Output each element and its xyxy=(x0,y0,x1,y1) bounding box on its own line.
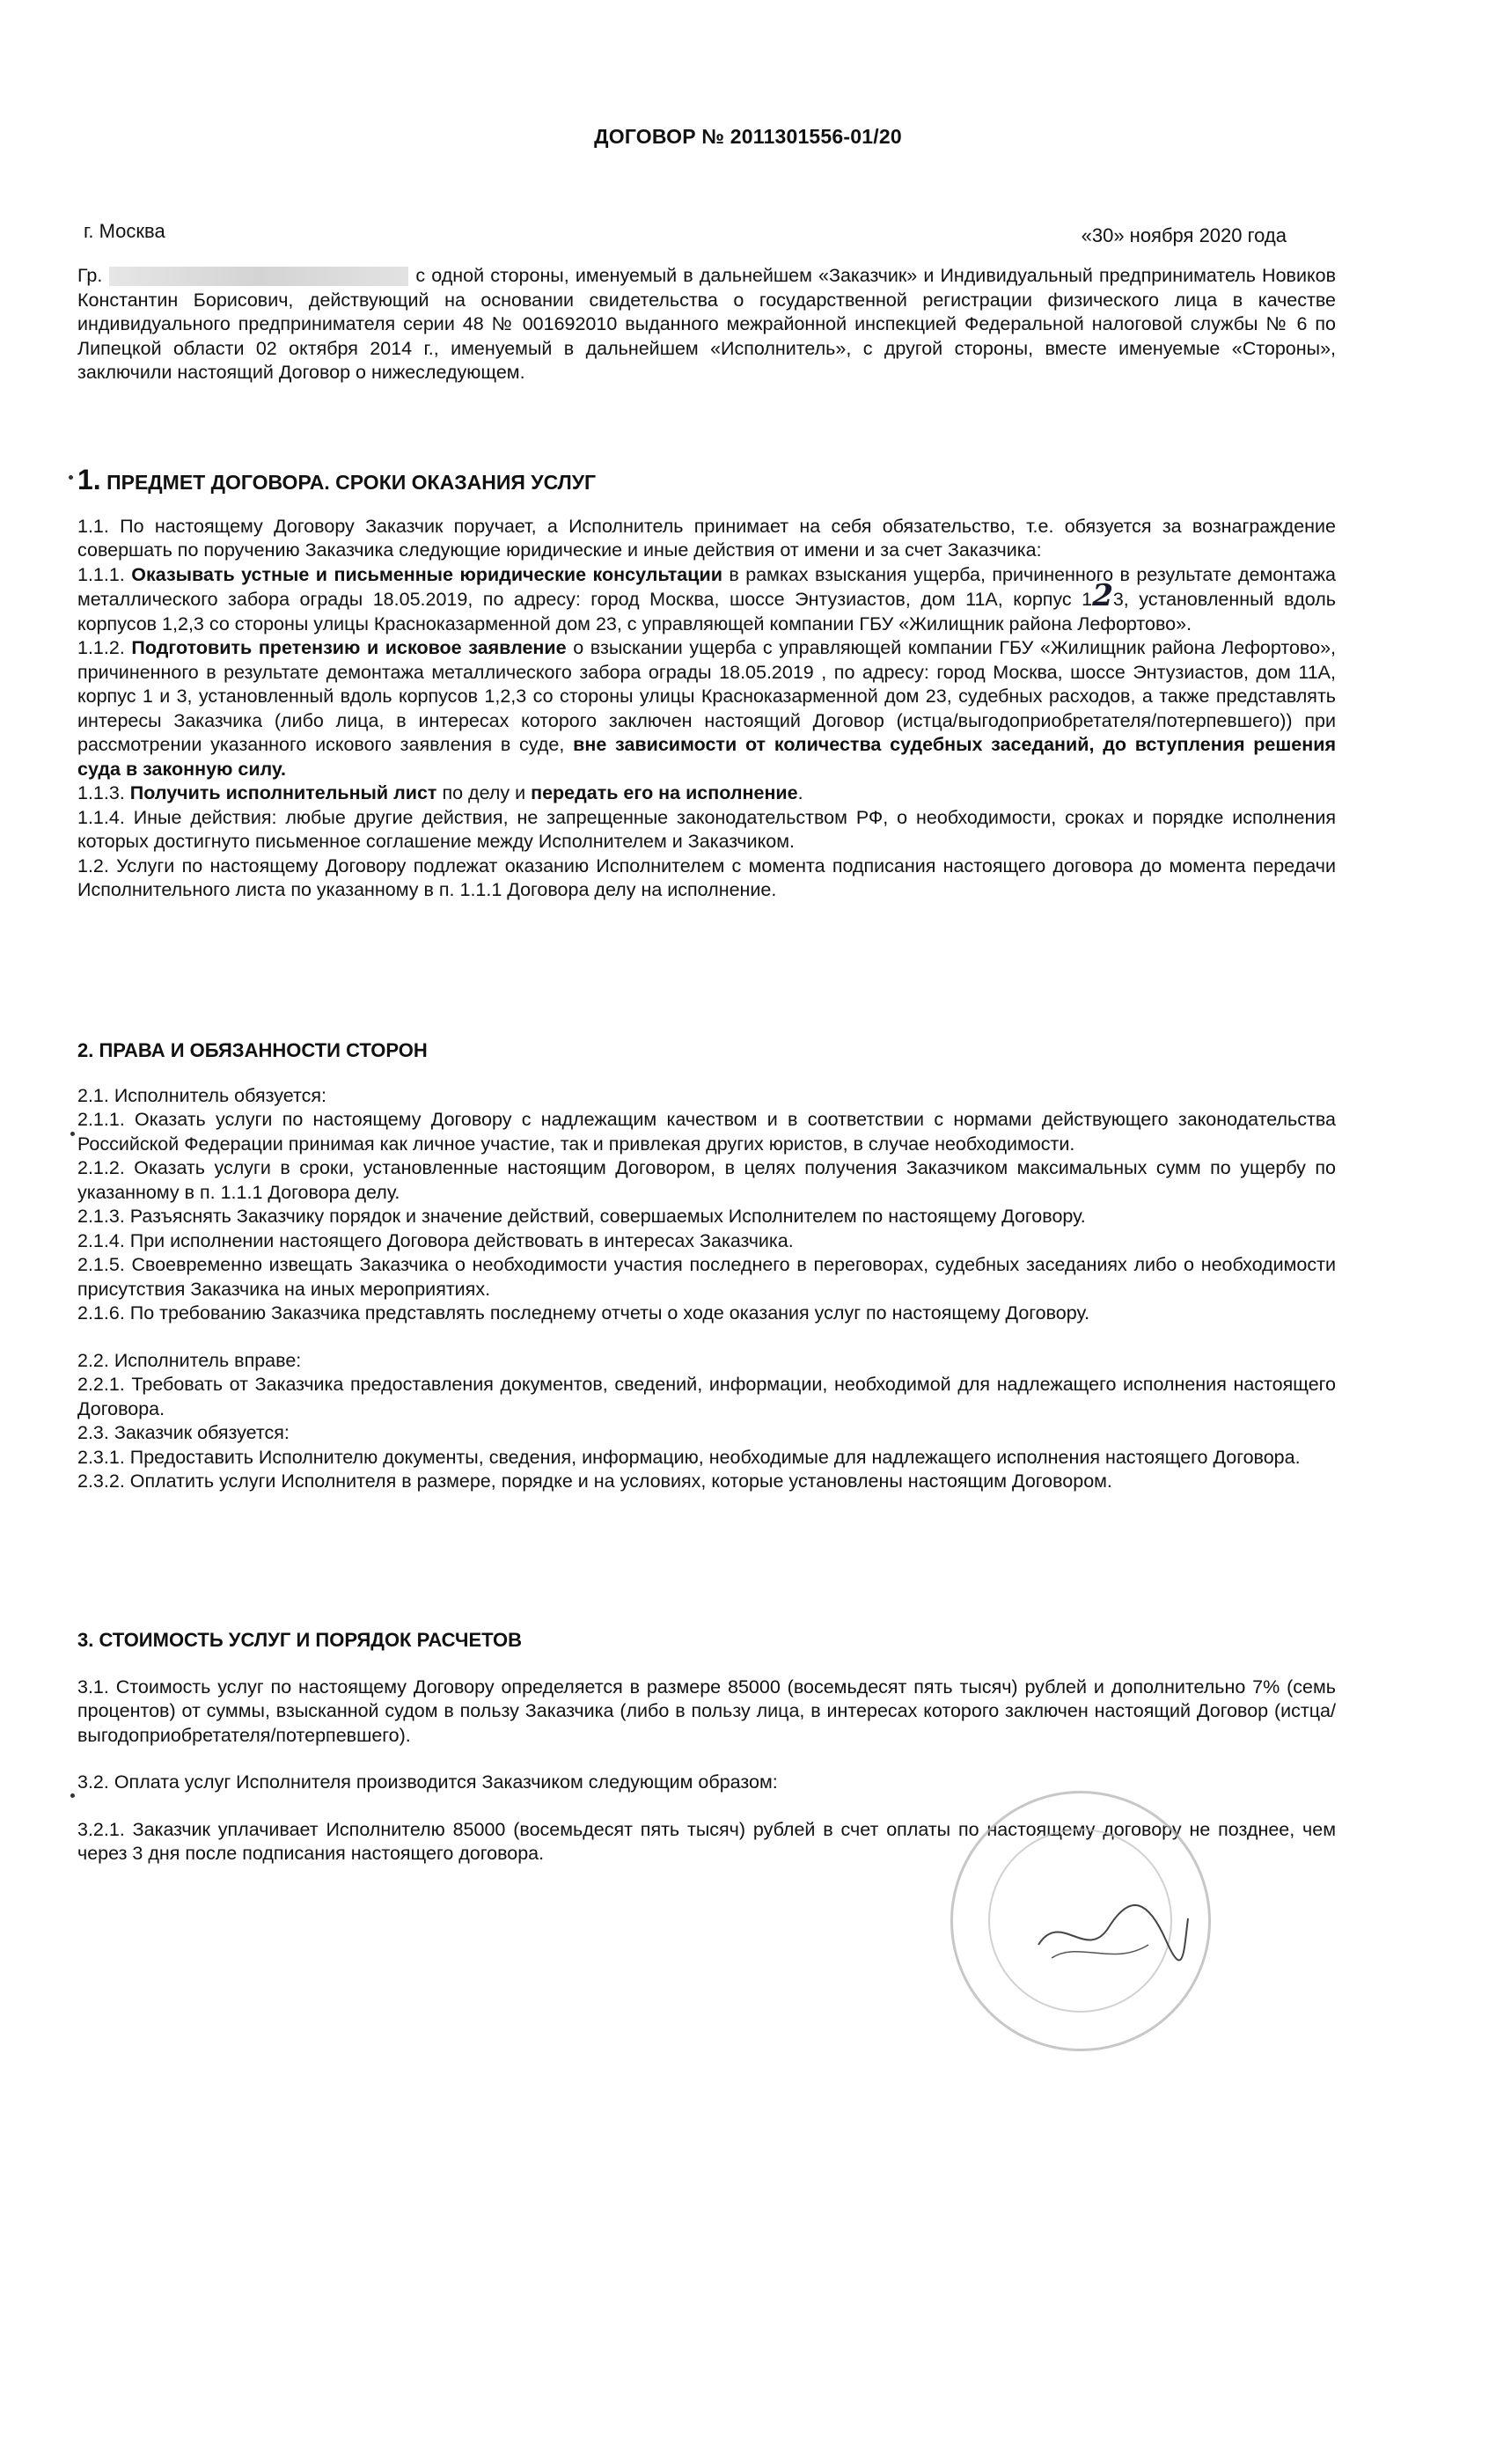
clause-2-1-3: 2.1.3. Разъяснять Заказчику порядок и значение действий, совершаемых Исполнителем по настоящему Договору. xyxy=(77,1206,1086,1227)
redacted-name xyxy=(109,267,408,286)
section-1-heading: 1. ПРЕДМЕТ ДОГОВОРА. СРОКИ ОКАЗАНИЯ УСЛУГ xyxy=(77,464,597,495)
section-3-heading: 3. СТОИМОСТЬ УСЛУГ И ПОРЯДОК РАСЧЕТОВ xyxy=(77,1629,523,1651)
clause-1-1-1: 1.1.1. Оказывать устные и письменные юридические консультации в рамках взыскания ущерба, причиненного в результате демонтажа металлического забора ограды 18.05.2019, по адресу: город Москва, шоссе Энтузиастов, дом 11А, корпус 123, установленный вдоль корпусов 1,2,3 со стороны улицы Красноказарменной дом 23, с управляющей компании ГБУ «Жилищник района Лефортово». xyxy=(77,563,1336,634)
clause-1-1-4: 1.1.4. Иные действия: любые другие действия, не запрещенные законодательством РФ, о необходимости, сроках и порядке исполнения которых достигнуто письменное соглашение между Исполнителем и Заказчиком. xyxy=(77,806,1336,852)
clause-2-1-6: 2.1.6. По требованию Заказчика представлять последнему отчеты о ходе оказания услуг по настоящему Договору. xyxy=(77,1302,1090,1324)
scan-speck xyxy=(70,1132,75,1136)
section-2 xyxy=(77,1038,1336,1494)
handwritten-correction: 2 xyxy=(1088,578,1118,613)
scan-speck xyxy=(69,475,73,480)
preamble-text: с одной стороны, именуемый в дальнейшем «Заказчик» и Индивидуальный предприниматель Новиков Константин Борисович, действующий на основании свидетельства о государственной регистрации физического лица в качестве индивидуального предпринимателя серии 48 № 001692010 выданного межрайонной инспекцией Федеральной налоговой службы № 6 по Липецкой области 02 октября 2014 г., именуемый в дальнейшем «Исполнитель», с другой стороны, вместе именуемые «Стороны», заключили настоящий Договор о нижеследующем. xyxy=(77,265,1336,383)
clause-2-1-2: 2.1.2. Оказать услуги в сроки, установленные настоящим Договором, в целях получения Заказчиком максимальных сумм по ущербу по указанному в п. 1.1.1 Договора делу. xyxy=(77,1157,1336,1203)
clause-1-1-2: 1.1.2. Подготовить претензию и исковое заявление о взыскании ущерба с управляющей компании ГБУ «Жилищник района Лефортово», причиненного в результате демонтажа металлического забора ограды 18.05.2019 , по адресу: город Москва, шоссе Энтузиастов, дом 11А, корпус 1 и 3, установленный вдоль корпусов 1,2,3 со стороны улицы Красноказарменной дом 23, судебных расходов, а также представлять интересы Заказчика (либо лица, в интересах которого заключен настоящий Договор (истца/выгодоприобретателя/потерпевшего)) при рассмотрении указанного искового заявления в суде, вне зависимости от количества судебных заседаний, до вступления решения суда в законную силу. xyxy=(77,637,1336,780)
clause-2-1-5: 2.1.5. Своевременно извещать Заказчика о необходимости участия последнего в переговорах, судебных заседаниях либо о необходимости присутствия Заказчика на иных мероприятиях. xyxy=(77,1254,1336,1300)
clause-1-1-3: 1.1.3. Получить исполнительный лист по делу и передать его на исполнение. xyxy=(77,782,803,803)
clause-2-1-1: 2.1.1. Оказать услуги по настоящему Договору с надлежащим качеством и в соответствии с нормами действующего законодательства Российской Федерации принимая как личное участие, так и привлекая других юристов, в случае необходимости. xyxy=(77,1109,1336,1155)
clause-1-1: 1.1. По настоящему Договору Заказчик поручает, а Исполнитель принимает на себя обязательство, т.е. обязуется за вознаграждение совершать по поручению Заказчика следующие юридические и иные действия от имени и за счет Заказчика: xyxy=(77,515,1336,561)
clause-3-1: 3.1. Стоимость услуг по настоящему Договору определяется в размере 85000 (восемьдесят пять тысяч) рублей и дополнительно 7% (семь процентов) от суммы, взысканной судом в пользу Заказчика (либо в пользу лица, в интересах которого заключен настоящий Договор (истца/выгодоприобретателя/потерпевшего). xyxy=(77,1676,1336,1746)
clause-2-2-1: 2.2.1. Требовать от Заказчика предоставления документов, сведений, информации, необходимой для надлежащего исполнения настоящего Договора. xyxy=(77,1374,1336,1419)
section-2-heading: 2. ПРАВА И ОБЯЗАННОСТИ СТОРОН xyxy=(77,1039,428,1061)
clause-3-2-1: 3.2.1. Заказчик уплачивает Исполнителю 85000 (восемьдесят пять тысяч) рублей в счет оплаты по настоящему договору не позднее, чем через 3 дня после подписания настоящего договора. xyxy=(77,1818,1336,1864)
clause-2-1-4: 2.1.4. При исполнении настоящего Договора действовать в интересах Заказчика. xyxy=(77,1229,794,1251)
clause-2-3-2: 2.3.2. Оплатить услуги Исполнителя в размере, порядке и на условиях, которые установлены настоящим Договором. xyxy=(77,1470,1112,1492)
section-1 xyxy=(77,464,1336,903)
scan-speck xyxy=(70,1793,75,1798)
preamble-prefix: Гр. xyxy=(77,265,103,286)
preamble xyxy=(77,264,1336,385)
clause-2-3: 2.3. Заказчик обязуется: xyxy=(77,1422,290,1443)
clause-2-2: 2.2. Исполнитель вправе: xyxy=(77,1349,302,1371)
clause-3-2: 3.2. Оплата услуг Исполнителя производится Заказчиком следующим образом: xyxy=(77,1771,778,1793)
clause-2-3-1: 2.3.1. Предоставить Исполнителю документы, сведения, информацию, необходимые для надлежащего исполнения настоящего Договора. xyxy=(77,1446,1301,1468)
contract-city: г. Москва xyxy=(84,220,165,242)
clause-2-1: 2.1. Исполнитель обязуется: xyxy=(77,1084,326,1106)
contract-date: «30» ноября 2020 года xyxy=(1081,224,1287,246)
clause-1-2: 1.2. Услуги по настоящему Договору подлежат оказанию Исполнителем с момента подписания настоящего договора до момента передачи Исполнительного листа по указанному в п. 1.1.1 Договора делу на исполнение. xyxy=(77,854,1336,900)
signature-scribble xyxy=(1034,1892,1192,1971)
contract-title: ДОГОВОР № 2011301556-01/20 xyxy=(594,125,902,148)
